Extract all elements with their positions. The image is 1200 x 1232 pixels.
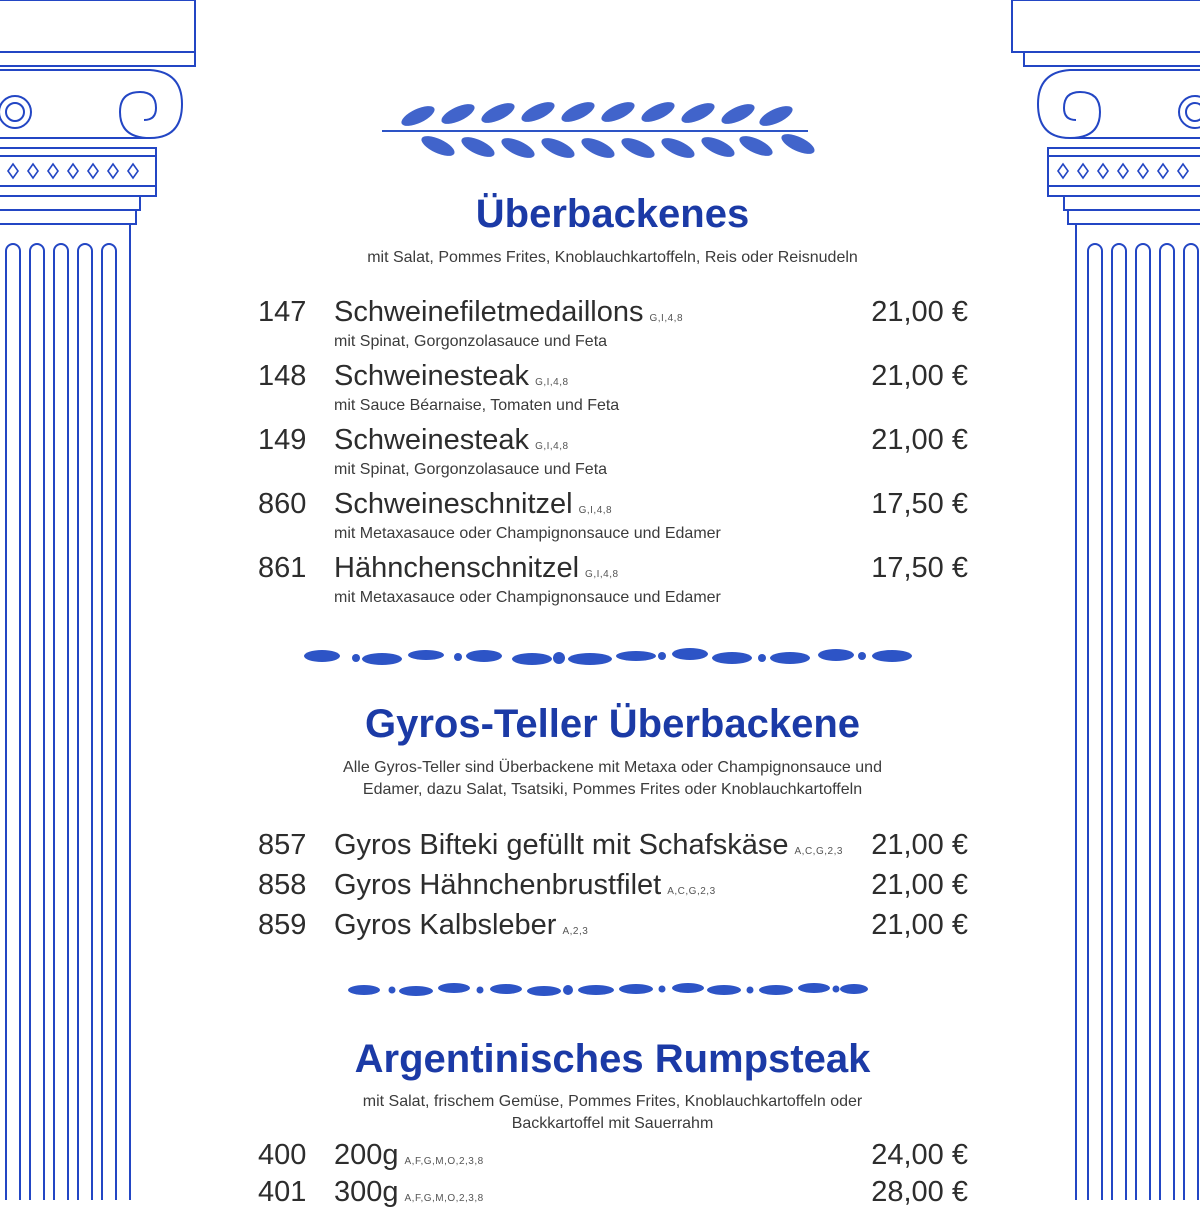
item-price: 21,00 € xyxy=(871,869,968,901)
item-description: mit Metaxasauce oder Champignonsauce und Edamer xyxy=(334,525,721,542)
item-allergens: A,F,G,M,O,2,3,8 xyxy=(404,1156,484,1167)
item-description: mit Sauce Béarnaise, Tomaten und Feta xyxy=(334,397,620,414)
item-number: 400 xyxy=(258,1139,307,1171)
item-allergens: A,C,G,2,3 xyxy=(667,886,716,897)
item-name xyxy=(334,360,569,393)
item-number: 861 xyxy=(258,552,307,584)
subtitle-line: Backkartoffel mit Sauerrahm xyxy=(511,1115,714,1132)
right-column-decoration xyxy=(1010,0,1200,1200)
item-allergens: A,C,G,2,3 xyxy=(794,846,843,857)
item-number: 147 xyxy=(258,296,307,328)
item-allergens: G,I,4,8 xyxy=(535,377,569,388)
item-allergens: G,I,4,8 xyxy=(578,505,613,516)
leaf-divider-icon xyxy=(300,644,916,672)
section-title: Gyros-Teller Überbackene xyxy=(364,702,861,746)
item-name-text: Schweinesteak xyxy=(334,424,530,456)
item-price: 24,00 € xyxy=(871,1139,968,1171)
item-name xyxy=(334,829,843,862)
item-name-text: Gyros Kalbsleber xyxy=(334,909,557,941)
ionic-column-icon xyxy=(1010,0,1200,1200)
item-number: 859 xyxy=(258,909,307,941)
section-subtitle xyxy=(240,757,985,801)
item-number: 149 xyxy=(258,424,307,456)
item-number: 858 xyxy=(258,869,307,901)
item-name xyxy=(334,909,588,942)
menu-item xyxy=(258,488,968,544)
item-number: 860 xyxy=(258,488,307,520)
item-name-text: Schweinefiletmedaillons xyxy=(334,296,644,328)
item-name-text: Schweinesteak xyxy=(334,360,530,392)
item-price: 21,00 € xyxy=(871,829,968,861)
menu-item xyxy=(258,552,968,608)
leaf-divider-icon xyxy=(346,978,870,1002)
item-number: 857 xyxy=(258,829,307,861)
item-price: 17,50 € xyxy=(871,552,968,584)
left-column-decoration xyxy=(0,0,200,1200)
item-name-text: 300g xyxy=(334,1176,399,1208)
item-description: mit Spinat, Gorgonzolasauce und Feta xyxy=(334,333,608,350)
item-name-text: Gyros Hähnchenbrustfilet xyxy=(334,869,662,901)
item-name xyxy=(334,552,619,585)
subtitle-line: Alle Gyros-Teller sind Überbackene mit Metaxa oder Champignonsauce und xyxy=(343,759,882,776)
item-price: 28,00 € xyxy=(871,1176,968,1208)
section-subtitle xyxy=(240,1091,985,1135)
item-price: 21,00 € xyxy=(871,296,968,328)
item-number: 148 xyxy=(258,360,307,392)
item-name-text: Schweineschnitzel xyxy=(334,488,573,520)
item-name-text: Gyros Bifteki gefüllt mit Schafskäse xyxy=(334,829,789,861)
item-allergens: G,I,4,8 xyxy=(649,313,684,324)
item-price: 21,00 € xyxy=(871,424,968,456)
item-name-text: Hähnchenschnitzel xyxy=(334,552,580,584)
item-name xyxy=(334,488,612,521)
item-allergens: G,I,4,8 xyxy=(585,569,619,580)
menu-item xyxy=(258,1176,968,1232)
menu-item xyxy=(258,424,968,480)
item-allergens: A,2,3 xyxy=(562,926,589,937)
item-name xyxy=(334,424,569,457)
section-subtitle: mit Salat, Pommes Frites, Knoblauchkartoffeln, Reis oder Reisnudeln xyxy=(367,249,858,266)
item-description: mit Metaxasauce oder Champignonsauce und Edamer xyxy=(334,589,721,606)
menu-item xyxy=(258,909,968,965)
item-price: 21,00 € xyxy=(871,909,968,941)
item-price: 17,50 € xyxy=(871,488,968,520)
item-name xyxy=(334,869,716,902)
item-name xyxy=(334,296,683,329)
item-allergens: A,F,G,M,O,2,3,8 xyxy=(404,1193,484,1204)
section-title: Überbackenes xyxy=(475,192,750,236)
menu-item xyxy=(258,360,968,416)
item-name xyxy=(334,1139,484,1172)
subtitle-line: mit Salat, frischem Gemüse, Pommes Frites, Knoblauchkartoffeln oder xyxy=(362,1093,863,1110)
item-name-text: 200g xyxy=(334,1139,399,1171)
item-number: 401 xyxy=(258,1176,307,1208)
item-allergens: G,I,4,8 xyxy=(535,441,569,452)
menu-item xyxy=(258,296,968,352)
laurel-branch-icon xyxy=(378,96,824,166)
item-price: 21,00 € xyxy=(871,360,968,392)
subtitle-line: Edamer, dazu Salat, Tsatsiki, Pommes Frites oder Knoblauchkartoffeln xyxy=(362,781,863,798)
item-description: mit Spinat, Gorgonzolasauce und Feta xyxy=(334,461,608,478)
ionic-column-icon xyxy=(0,0,200,1200)
item-name xyxy=(334,1176,484,1209)
section-title: Argentinisches Rumpsteak xyxy=(354,1037,871,1081)
